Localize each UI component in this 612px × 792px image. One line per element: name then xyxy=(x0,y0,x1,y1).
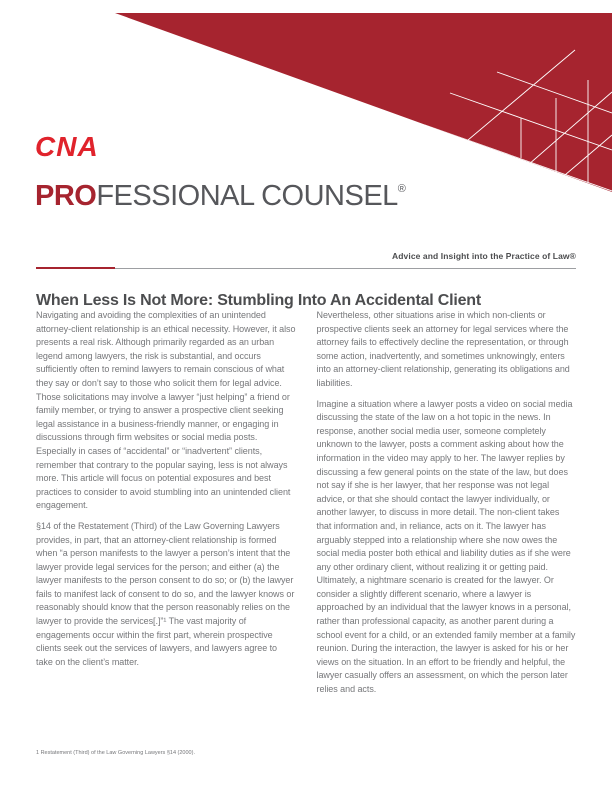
masthead-title xyxy=(35,182,406,211)
header-rule xyxy=(36,268,576,269)
footnote: 1 Restatement (Third) of the Law Governing Lawyers §14 (2000). xyxy=(36,750,195,756)
paragraph: Nevertheless, other situations arise in which non-clients or prospective clients seek an attorney for legal services where the attorney fails to effectively decline the representation, or through some action, inadvertently, and sometimes unknowingly, enters into an attorney-client relationship, generating its obligations and liabilities. xyxy=(316,310,570,388)
tagline: Advice and Insight into the Practice of Law® xyxy=(392,251,576,261)
registered-mark: ® xyxy=(397,183,406,195)
article-body xyxy=(36,309,576,704)
article-title: When Less Is Not More: Stumbling Into An Accidental Client xyxy=(36,291,482,309)
right-column xyxy=(317,309,577,704)
corner-triangle-graphic xyxy=(0,0,612,210)
paragraph: §14 of the Restatement (Third) of the Law Governing Lawyers provides, in part, that an attorney-client relationship is formed when “a person manifests to the lawyer a person’s intent that the lawyer provide legal services for the person; and either (a) the lawyer manifests to the person consent to do so; or (b) the lawyer fails to manifest lack of consent to do so, and the lawyer knows or reasonably should know that the person reasonably relies on the lawyer to provide the services[.]”¹ The vast majority of engagements occur within the first part, wherein prospective clients seek out the services of lawyers, and lawyers agree to take on the client’s matter. xyxy=(36,520,295,667)
paragraph: Imagine a situation where a lawyer posts a video on social media discussing the state of the law on a hot topic in the news. In response, another social media user, someone completely unknown to the lawyer, posts a comment asking about how the information in the video may apply to her. The lawyer replies by discussing a few general points on the state of the law, but does not say if she is her lawyer, that her response was not legal advice, or that she should contact the lawyer individually, or another lawyer, to discuss in more detail. The non-client takes that information and, in reliance, acts on it. The lawyer has arguably stepped into a relationship where she now owes the social media poster both ethical and liability duties as if she were any other ordinary client, without realizing it or getting paid. Ultimately, a nightmare scenario is created for the lawyer. Or consider a slightly different scenario, where a lawyer is approached by an individual that the lawyer knows in a personal, rather than professional capacity, as another parent during a school event for a child, or an extended family member at a family reunion. During the interaction, the lawyer is asked for his or her views on the situation. In an effort to be friendly and helpful, the lawyer casually offers an assessment, on which the person later relies and acts. xyxy=(316,398,576,695)
masthead-rest: FESSIONAL COUNSEL xyxy=(96,180,398,212)
left-column xyxy=(36,309,296,704)
header-rule-red-segment xyxy=(36,267,115,269)
cna-logo: CNA xyxy=(35,131,99,162)
masthead-pro: PRO xyxy=(35,180,97,212)
paragraph: Navigating and avoiding the complexities of an unintended attorney-client relationship is an ethical necessity. However, it also presents a real risk. Although primarily regarded as an urban legend among lawyers, the risk is substantial, and occurs sufficiently often to remind lawyers to remain conscious of what they say or don’t say to those who solicit them for legal advice. Those solicitations may involve a lawyer “just helping” a friend or family member, or trying to answer a prospective client seeking legal assistance in a business-friendly manner, or engaging in discussions through firm websites or social media posts. Especially in cases of “accidental” or “inadvertent” clients, remember that contrary to the popular saying, less is not always more. This article will focus on potential exposures and best practices to consider to avoid stumbling into an unintended client engagement. xyxy=(36,310,296,511)
